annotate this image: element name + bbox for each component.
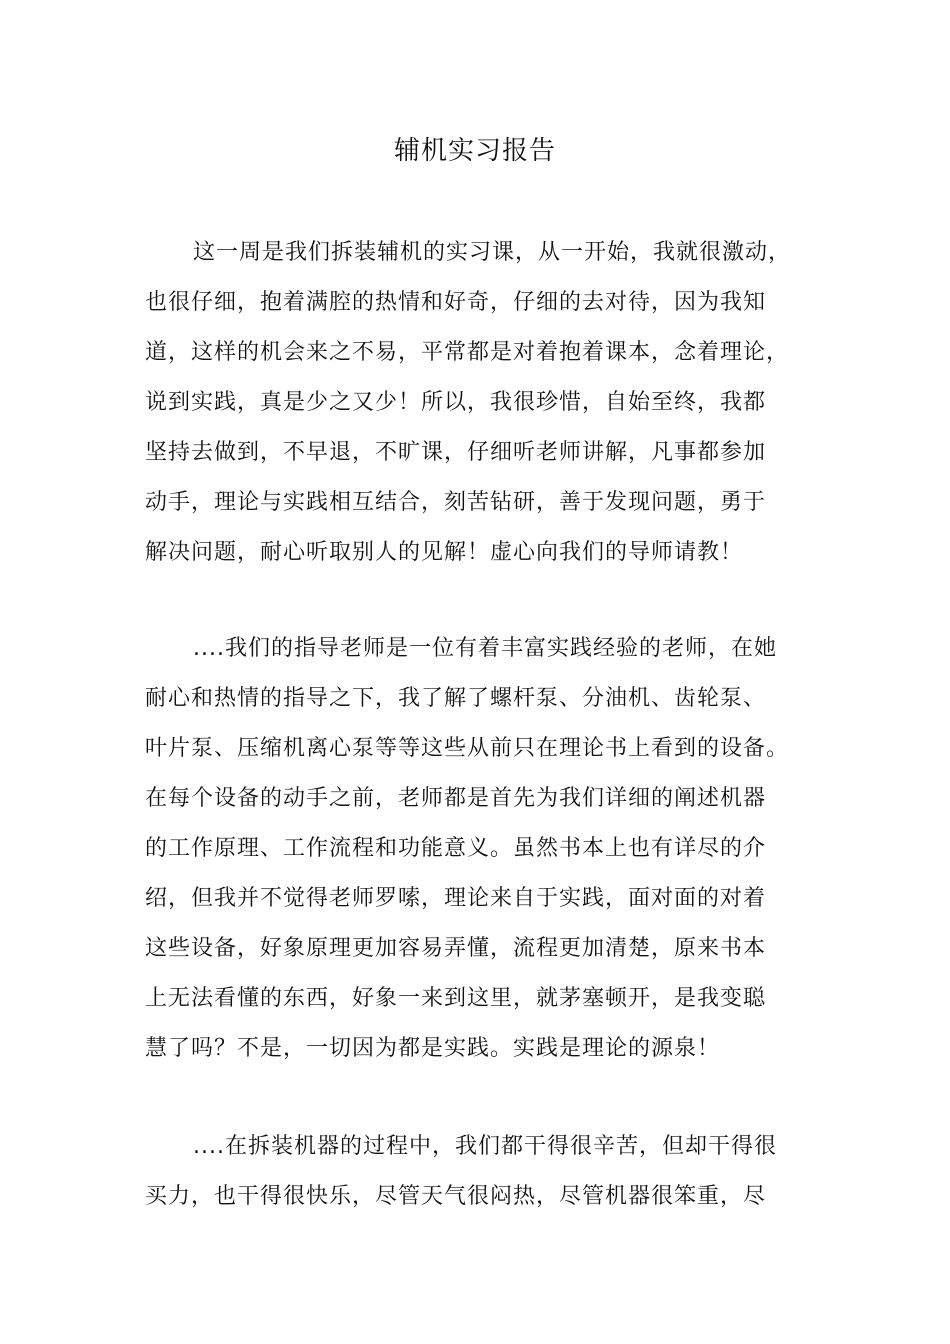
paragraph-line: 耐心和热情的指导之下，我了解了螺杆泵、分油机、齿轮泵、: [145, 686, 767, 711]
paragraph-2: [145, 624, 825, 1074]
paragraph-line: 解决问题，耐心听取别人的见解！虚心向我们的导师请教！: [145, 540, 744, 565]
paragraph-line: 慧了吗？不是，一切因为都是实践。实践是理论的源泉！: [145, 1036, 721, 1061]
document-title: 辅机实习报告: [393, 136, 556, 166]
paragraph-line: 坚持去做到，不早退，不旷课，仔细听老师讲解，凡事都参加: [145, 440, 767, 465]
paragraph-line: 这些设备，好象原理更加容易弄懂，流程更加清楚，原来书本: [145, 936, 767, 961]
paragraph-line: 在每个设备的动手之前，老师都是首先为我们详细的阐述机器: [145, 786, 767, 811]
paragraph-line: 道，这样的机会来之不易，平常都是对着抱着课本，念着理论，: [145, 340, 790, 365]
paragraph-line: 动手，理论与实践相互结合，刻苦钻研，善于发现问题，勇于: [145, 490, 767, 515]
paragraph-line: 买力，也干得很快乐，尽管天气很闷热，尽管机器很笨重，尽: [145, 1184, 767, 1209]
paragraph-line: 上无法看懂的东西，好象一来到这里，就茅塞顿开，是我变聪: [145, 986, 767, 1011]
paragraph-line: 也很仔细，抱着满腔的热情和好奇，仔细的去对待，因为我知: [145, 290, 767, 315]
paragraph-1: [145, 228, 825, 578]
paragraph-3: [145, 1122, 825, 1222]
paragraph-line: ....在拆装机器的过程中，我们都干得很辛苦，但却干得很: [193, 1134, 777, 1159]
paragraph-line: 说到实践，真是少之又少！所以，我很珍惜，自始至终，我都: [145, 390, 767, 415]
paragraph-line: 绍，但我并不觉得老师罗嗦，理论来自于实践，面对面的对着: [145, 886, 767, 911]
paragraph-line: ....我们的指导老师是一位有着丰富实践经验的老师，在她: [193, 636, 777, 661]
paragraph-line: 叶片泵、压缩机离心泵等等这些从前只在理论书上看到的设备。: [145, 736, 790, 761]
paragraph-line: 这一周是我们拆装辅机的实习课，从一开始，我就很激动，: [193, 240, 792, 265]
paragraph-line: 的工作原理、工作流程和功能意义。虽然书本上也有详尽的介: [145, 836, 767, 861]
